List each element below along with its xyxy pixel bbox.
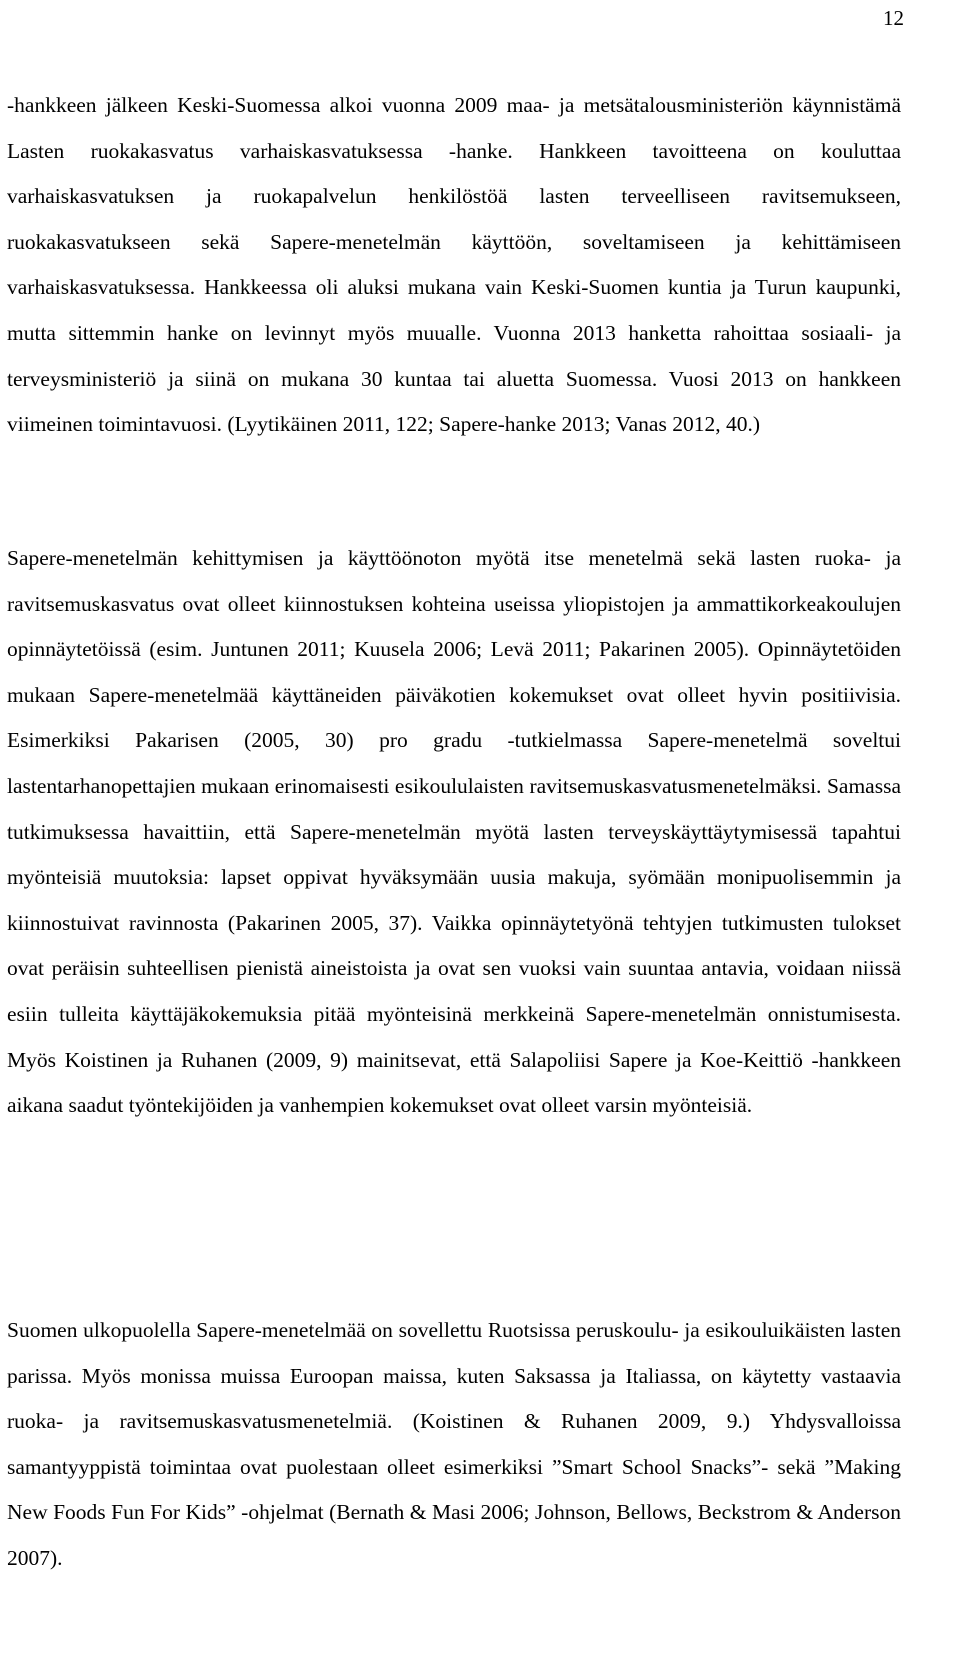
- paragraph-sapere-research: Sapere-menetelmän kehittymisen ja käyttöönoton myötä itse menetelmä sekä lasten ruoka- ja ravitsemuskasvatus ovat olleet kiinnostuksen kohteina useissa yliopistojen ja ammattikorkeakoulujen opinnäytetöissä (esim. Juntunen 2011; Kuusela 2006; Levä 2011; Pakarinen 2005). Opinnäytetöiden mukaan Sapere-menetelmää käyttäneiden päiväkotien kokemukset ovat olleet hyvin positiivisia. Esimerkiksi Pakarisen (2005, 30) pro gradu -tutkielmassa Sapere-menetelmä soveltui lastentarhanopettajien mukaan erinomaisesti esikoululaisten ravitsemuskasvatusmenetelmäksi. Samassa tutkimuksessa havaittiin, että Sapere-menetelmän myötä lasten terveyskäyttäytymisessä tapahtui myönteisiä muutoksia: lapset oppivat hyväksymään uusia makuja, syömään monipuolisemmin ja kiinnostuivat ravinnosta (Pakarinen 2005, 37). Vaikka opinnäytetyönä tehtyjen tutkimusten tulokset ovat peräisin suhteellisen pienistä aineistoista ja ovat sen vuoksi vain suuntaa antavia, voidaan niissä esiin tulleita käyttäjäkokemuksia pitää myönteisinä merkkeinä Sapere-menetelmän onnistumisesta. Myös Koistinen ja Ruhanen (2009, 9) mainitsevat, että Salapoliisi Sapere ja Koe-Keittiö -hankkeen aikana saadut työntekijöiden ja vanhempien kokemukset ovat olleet varsin myönteisiä.: [7, 546, 901, 1118]
- paragraph-sapere-international: Suomen ulkopuolella Sapere-menetelmää on sovellettu Ruotsissa peruskoulu- ja esikouluikäisten lasten parissa. Myös monissa muissa Euroopan maissa, kuten Saksassa ja Italiassa, on käytetty vastaavia ruoka- ja ravitsemuskasvatusmenetelmiä. (Koistinen & Ruhanen 2009, 9.) Yhdysvalloissa samantyyppistä toimintaa ovat puolestaan olleet esimerkiksi ”Smart School Snacks”- sekä ”Making New Foods Fun For Kids” -ohjelmat (Bernath & Masi 2006; Johnson, Bellows, Beckstrom & Anderson 2007).: [7, 1318, 901, 1570]
- paragraph-sapere-project-history: -hankkeen jälkeen Keski-Suomessa alkoi vuonna 2009 maa- ja metsätalousministeriön käynnistämä Lasten ruokakasvatus varhaiskasvatuksessa -hanke. Hankkeen tavoitteena on kouluttaa varhaiskasvatuksen ja ruokapalvelun henkilöstöä lasten terveelliseen ravitsemukseen, ruokakasvatukseen sekä Sapere-menetelmän käyttöön, soveltamiseen ja kehittämiseen varhaiskasvatuksessa. Hankkeessa oli aluksi mukana vain Keski-Suomen kuntia ja Turun kaupunki, mutta sittemmin hanke on levinnyt myös muualle. Vuonna 2013 hanketta rahoittaa sosiaali- ja terveysministeriö ja siinä on mukana 30 kuntaa tai aluetta Suomessa. Vuosi 2013 on hankkeen viimeinen toimintavuosi. (Lyytikäinen 2011, 122; Sapere-hanke 2013; Vanas 2012, 40.): [7, 93, 901, 437]
- page-number: 12: [883, 6, 904, 30]
